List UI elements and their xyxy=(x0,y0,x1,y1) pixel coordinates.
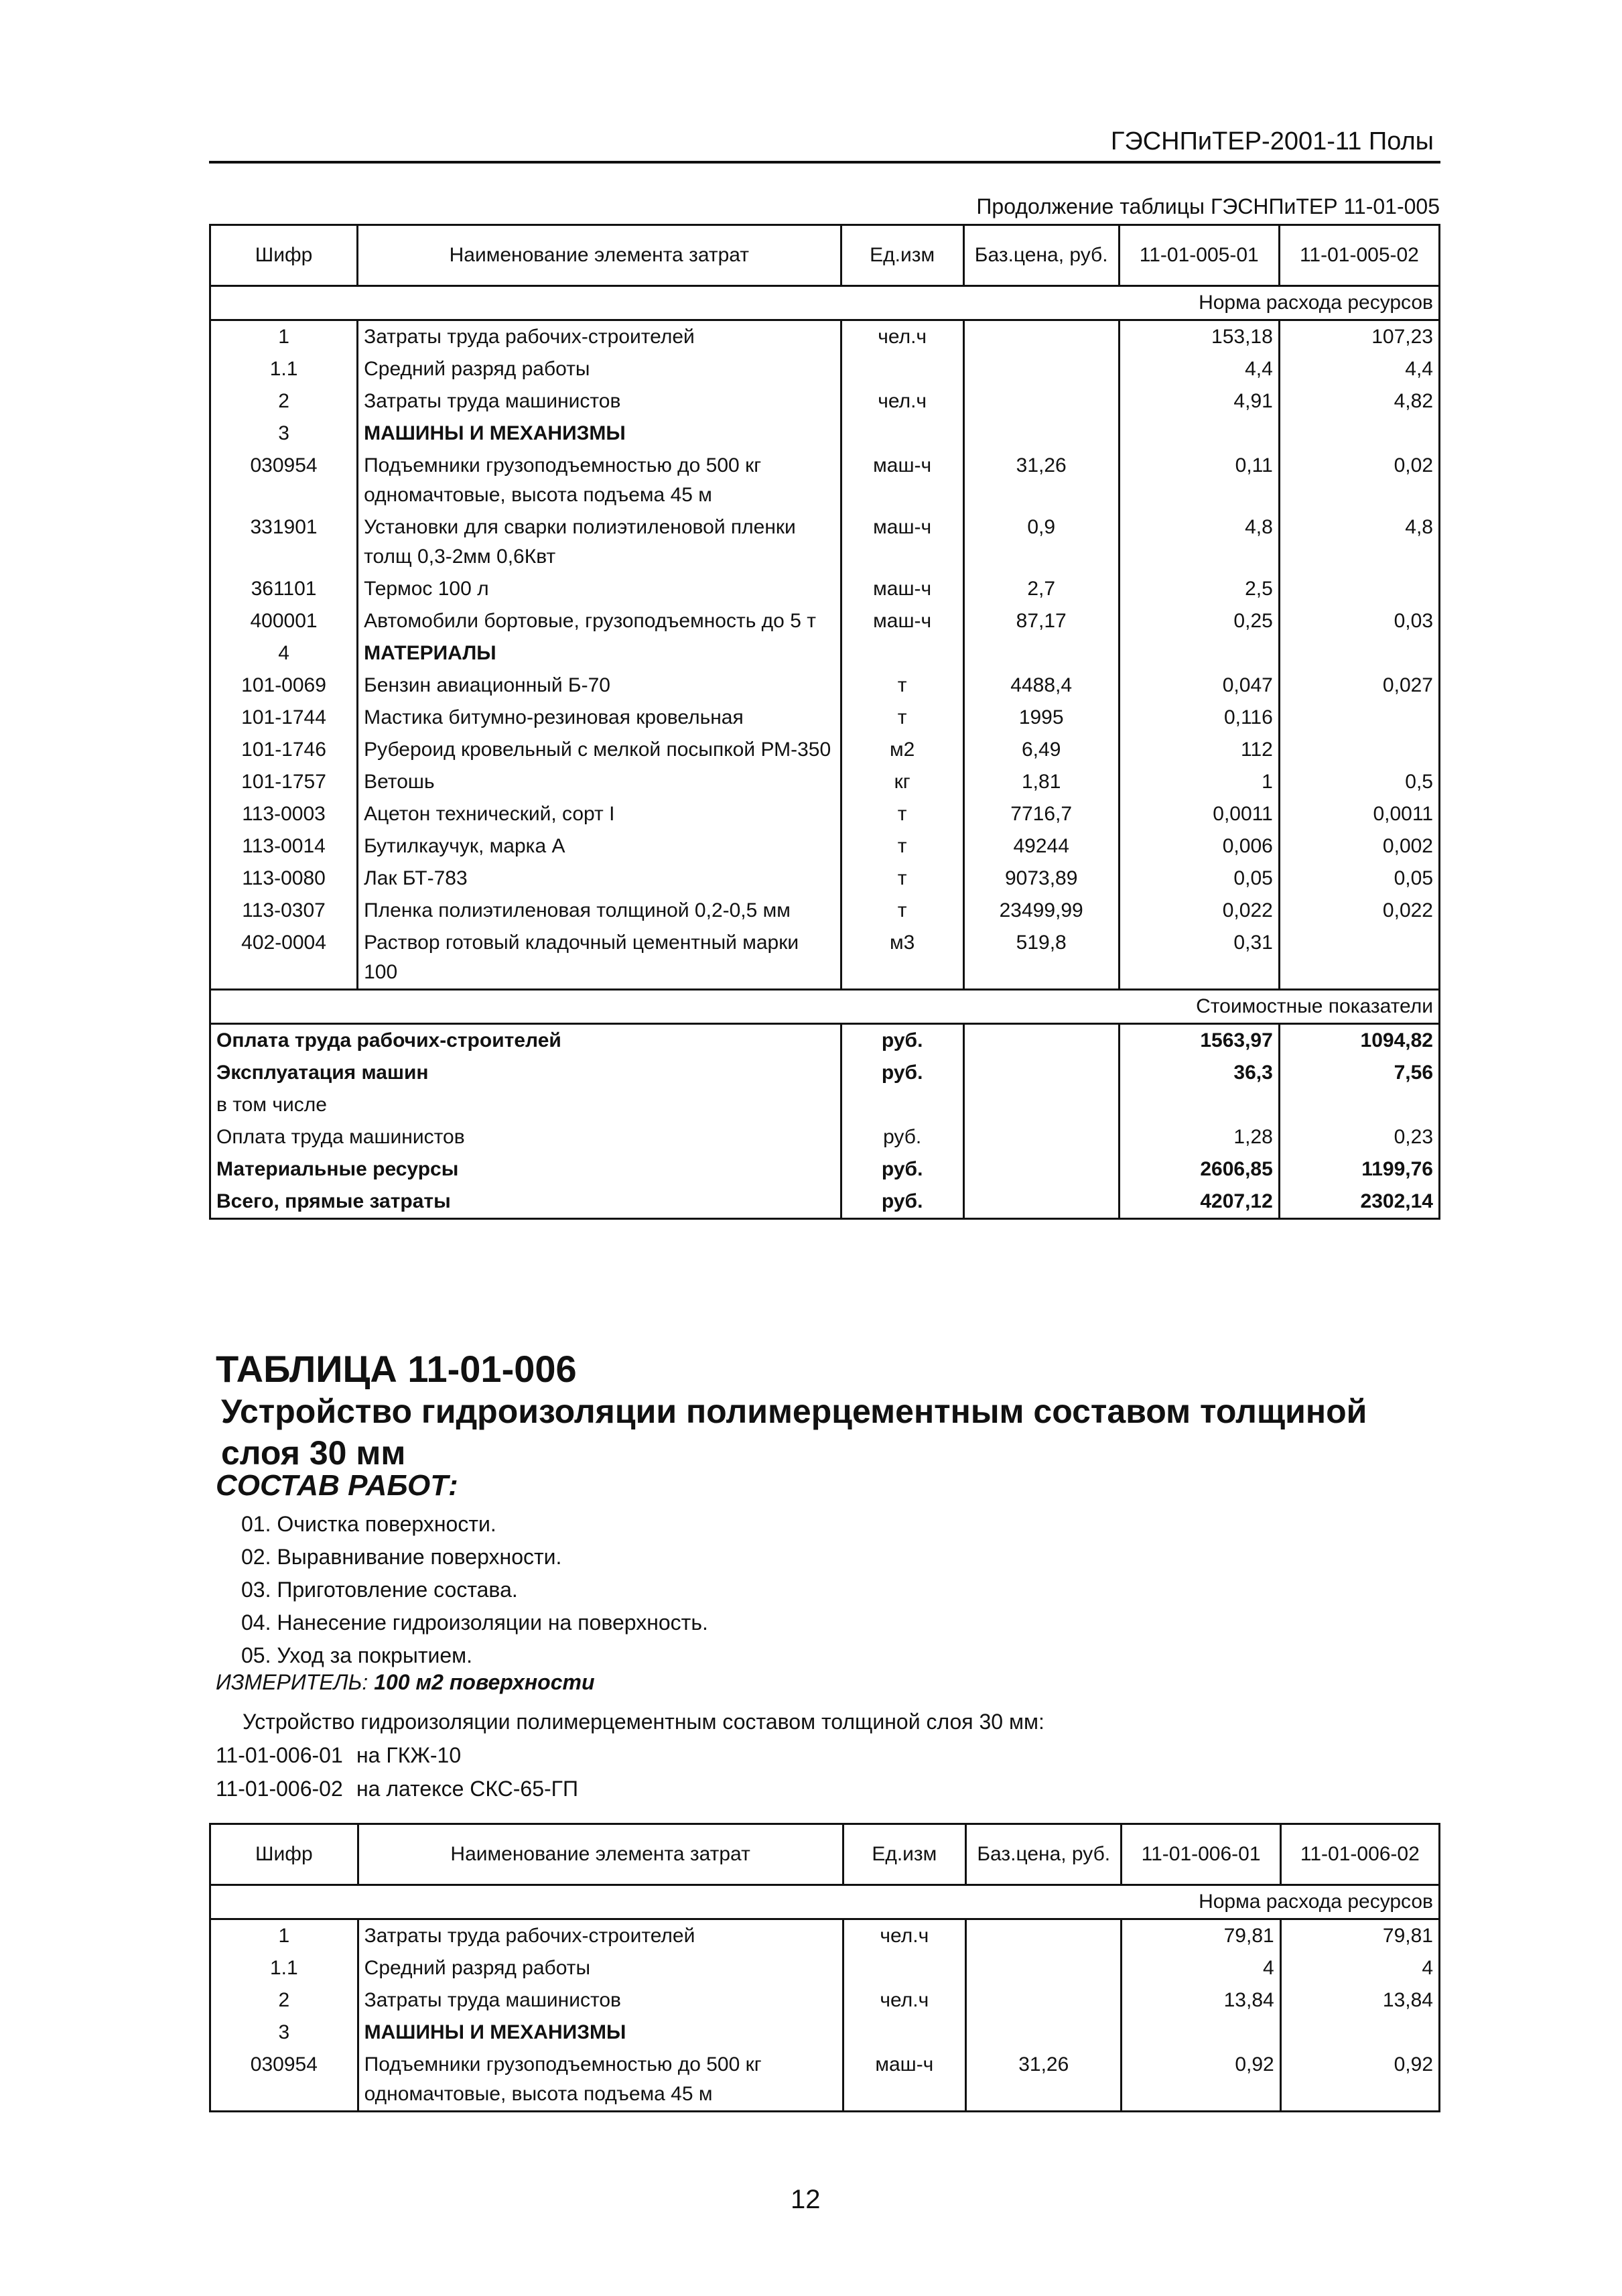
table-row xyxy=(210,418,1440,450)
price-cell: 0,9 xyxy=(963,511,1119,573)
table-row xyxy=(210,830,1440,863)
cost-row xyxy=(210,1024,1440,1058)
work-item: 03. Приготовление состава. xyxy=(241,1578,518,1602)
code-cell: 2 xyxy=(210,385,358,418)
code-cell: 030954 xyxy=(210,2049,358,2112)
running-header: ГЭСНПиТЕР-2001-11 Полы xyxy=(1110,127,1434,155)
price-cell: 87,17 xyxy=(963,605,1119,637)
cost-unit: руб. xyxy=(841,1186,963,1219)
cost-name: Всего, прямые затраты xyxy=(210,1186,841,1219)
variants-intro: Устройство гидроизоляции полимерцементным составом толщиной слоя 30 мм: xyxy=(243,1710,1044,1734)
value-cell: 0,0011 xyxy=(1119,798,1279,830)
cost-price xyxy=(963,1057,1119,1089)
price-cell: 9073,89 xyxy=(963,863,1119,895)
price-cell: 4488,4 xyxy=(963,669,1119,702)
cost-name: в том числе xyxy=(210,1089,841,1121)
variant-item xyxy=(216,1738,1044,1772)
unit-cell xyxy=(841,418,963,450)
value-cell: 0,02 xyxy=(1279,450,1439,511)
unit-cell: маш-ч xyxy=(843,2049,965,2112)
code-cell: 113-0080 xyxy=(210,863,358,895)
name-cell: Подъемники грузоподъемностью до 500 кг одномачтовые, высота подъема 45 м xyxy=(358,2049,843,2112)
header-rule xyxy=(209,161,1440,164)
price-cell xyxy=(963,353,1119,385)
code-cell: 3 xyxy=(210,418,358,450)
table-row xyxy=(210,573,1440,605)
unit-cell: маш-ч xyxy=(841,511,963,573)
name-cell: Ветошь xyxy=(358,766,841,798)
column-header: 11-01-005-02 xyxy=(1279,225,1439,286)
cost-unit: руб. xyxy=(841,1121,963,1153)
cost-name: Материальные ресурсы xyxy=(210,1153,841,1186)
table-row xyxy=(210,798,1440,830)
value-cell xyxy=(1119,637,1279,669)
name-cell: Лак БТ-783 xyxy=(358,863,841,895)
name-cell: Мастика битумно-резиновая кровельная xyxy=(358,702,841,734)
value-cell: 4,8 xyxy=(1279,511,1439,573)
table-row xyxy=(210,605,1440,637)
unit-cell: т xyxy=(841,669,963,702)
measure-value: 100 м2 поверхности xyxy=(374,1670,595,1694)
name-cell: МАШИНЫ И МЕХАНИЗМЫ xyxy=(358,2017,843,2049)
cost-value xyxy=(1279,1089,1439,1121)
value-cell: 0,5 xyxy=(1279,766,1439,798)
value-cell: 153,18 xyxy=(1119,320,1279,354)
value-cell xyxy=(1122,2017,1280,2049)
code-cell: 3 xyxy=(210,2017,358,2049)
column-header: Шифр xyxy=(210,225,358,286)
code-cell: 1 xyxy=(210,1919,358,1953)
price-cell xyxy=(963,637,1119,669)
value-cell: 13,84 xyxy=(1122,1984,1280,2017)
name-cell: Бутилкаучук, марка А xyxy=(358,830,841,863)
resource-table-005 xyxy=(209,224,1440,1220)
value-cell xyxy=(1279,573,1439,605)
table-row xyxy=(210,702,1440,734)
code-cell: 113-0014 xyxy=(210,830,358,863)
work-item: 04. Нанесение гидроизоляции на поверхность. xyxy=(241,1610,708,1635)
measure-line xyxy=(216,1670,594,1695)
value-cell: 4,82 xyxy=(1279,385,1439,418)
table-row xyxy=(210,2049,1440,2112)
name-cell: Термос 100 л xyxy=(358,573,841,605)
cost-name: Оплата труда машинистов xyxy=(210,1121,841,1153)
name-cell: Затраты труда машинистов xyxy=(358,1984,843,2017)
code-cell: 2 xyxy=(210,1984,358,2017)
name-cell: Затраты труда машинистов xyxy=(358,385,841,418)
name-cell: Рубероид кровельный с мелкой посыпкой РМ-350 xyxy=(358,734,841,766)
cost-unit xyxy=(841,1089,963,1121)
unit-cell: т xyxy=(841,830,963,863)
price-cell xyxy=(966,1984,1122,2017)
code-cell: 1 xyxy=(210,320,358,354)
unit-cell xyxy=(841,353,963,385)
column-header: Баз.цена, руб. xyxy=(963,225,1119,286)
cost-unit: руб. xyxy=(841,1057,963,1089)
code-cell: 4 xyxy=(210,637,358,669)
column-header: Наименование элемента затрат xyxy=(358,225,841,286)
table-row xyxy=(210,637,1440,669)
column-header: Шифр xyxy=(210,1824,358,1885)
value-cell xyxy=(1279,734,1439,766)
cost-row xyxy=(210,1153,1440,1186)
unit-cell: м2 xyxy=(841,734,963,766)
measure-label: ИЗМЕРИТЕЛЬ: xyxy=(216,1670,368,1694)
unit-cell: м3 xyxy=(841,927,963,990)
norm-label: Норма расхода ресурсов xyxy=(210,1885,1440,1919)
unit-cell: т xyxy=(841,895,963,927)
cost-value: 7,56 xyxy=(1279,1057,1439,1089)
variant-code: 11-01-006-02 xyxy=(216,1777,343,1801)
cost-value: 4207,12 xyxy=(1119,1186,1279,1219)
column-header: Наименование элемента затрат xyxy=(358,1824,843,1885)
table-row xyxy=(210,927,1440,990)
value-cell xyxy=(1119,418,1279,450)
table-row xyxy=(210,2017,1440,2049)
variant-name: на латексе СКС-65-ГП xyxy=(356,1777,578,1801)
value-cell: 0,116 xyxy=(1119,702,1279,734)
value-cell: 0,05 xyxy=(1279,863,1439,895)
variant-item xyxy=(216,1772,1044,1805)
unit-cell: т xyxy=(841,863,963,895)
value-cell: 4 xyxy=(1280,1952,1439,1984)
value-cell xyxy=(1279,418,1439,450)
work-item: 02. Выравнивание поверхности. xyxy=(241,1545,562,1569)
cost-price xyxy=(963,1153,1119,1186)
table-row xyxy=(210,766,1440,798)
table-row xyxy=(210,895,1440,927)
value-cell: 2,5 xyxy=(1119,573,1279,605)
price-cell xyxy=(963,320,1119,354)
value-cell: 4,4 xyxy=(1279,353,1439,385)
code-cell: 1.1 xyxy=(210,353,358,385)
price-cell: 31,26 xyxy=(966,2049,1122,2112)
code-cell: 331901 xyxy=(210,511,358,573)
unit-cell: чел.ч xyxy=(841,385,963,418)
cost-row xyxy=(210,1057,1440,1089)
value-cell: 0,0011 xyxy=(1279,798,1439,830)
variant-code: 11-01-006-01 xyxy=(216,1743,343,1767)
name-cell: МАТЕРИАЛЫ xyxy=(358,637,841,669)
unit-cell: чел.ч xyxy=(841,320,963,354)
value-cell: 0,03 xyxy=(1279,605,1439,637)
price-cell: 6,49 xyxy=(963,734,1119,766)
value-cell: 13,84 xyxy=(1280,1984,1439,2017)
unit-cell xyxy=(843,2017,965,2049)
name-cell: МАШИНЫ И МЕХАНИЗМЫ xyxy=(358,418,841,450)
value-cell: 0,92 xyxy=(1280,2049,1439,2112)
cost-value: 2302,14 xyxy=(1279,1186,1439,1219)
cost-name: Оплата труда рабочих-строителей xyxy=(210,1024,841,1058)
code-cell: 101-1744 xyxy=(210,702,358,734)
cost-value xyxy=(1119,1089,1279,1121)
cost-value: 1199,76 xyxy=(1279,1153,1439,1186)
cost-value: 1563,97 xyxy=(1119,1024,1279,1058)
price-cell: 1995 xyxy=(963,702,1119,734)
value-cell: 0,25 xyxy=(1119,605,1279,637)
price-cell: 7716,7 xyxy=(963,798,1119,830)
value-cell xyxy=(1280,2017,1439,2049)
table-row xyxy=(210,353,1440,385)
code-cell: 030954 xyxy=(210,450,358,511)
name-cell: Подъемники грузоподъемностью до 500 кг одномачтовые, высота подъема 45 м xyxy=(358,450,841,511)
table-row xyxy=(210,385,1440,418)
value-cell: 107,23 xyxy=(1279,320,1439,354)
code-cell: 101-1757 xyxy=(210,766,358,798)
value-cell: 0,027 xyxy=(1279,669,1439,702)
price-cell xyxy=(966,1919,1122,1953)
cost-row xyxy=(210,1121,1440,1153)
value-cell: 4,91 xyxy=(1119,385,1279,418)
value-cell: 112 xyxy=(1119,734,1279,766)
work-item: 05. Уход за покрытием. xyxy=(241,1643,473,1667)
unit-cell: маш-ч xyxy=(841,605,963,637)
price-cell: 1,81 xyxy=(963,766,1119,798)
value-cell: 4,8 xyxy=(1119,511,1279,573)
cost-price xyxy=(963,1024,1119,1058)
cost-row xyxy=(210,1186,1440,1219)
price-cell: 23499,99 xyxy=(963,895,1119,927)
table-row xyxy=(210,320,1440,354)
header-row xyxy=(210,1824,1440,1885)
continuation-note: Продолжение таблицы ГЭСНПиТЕР 11-01-005 xyxy=(976,194,1440,218)
code-cell: 101-1746 xyxy=(210,734,358,766)
price-cell: 519,8 xyxy=(963,927,1119,990)
variants-block xyxy=(216,1705,1044,1805)
value-cell xyxy=(1279,927,1439,990)
cost-row xyxy=(210,1089,1440,1121)
norm-label: Норма расхода ресурсов xyxy=(210,286,1440,320)
cost-label: Стоимостные показатели xyxy=(210,990,1440,1024)
cost-value: 2606,85 xyxy=(1119,1153,1279,1186)
table-row xyxy=(210,511,1440,573)
page-number: 12 xyxy=(791,2185,821,2214)
code-cell: 113-0003 xyxy=(210,798,358,830)
code-cell: 101-0069 xyxy=(210,669,358,702)
cost-unit: руб. xyxy=(841,1024,963,1058)
column-header: Ед.изм xyxy=(841,225,963,286)
value-cell: 79,81 xyxy=(1280,1919,1439,1953)
cost-unit: руб. xyxy=(841,1153,963,1186)
value-cell: 0,31 xyxy=(1119,927,1279,990)
unit-cell: маш-ч xyxy=(841,573,963,605)
table-row xyxy=(210,1952,1440,1984)
column-header: Ед.изм xyxy=(843,1824,965,1885)
price-cell: 2,7 xyxy=(963,573,1119,605)
name-cell: Затраты труда рабочих-строителей xyxy=(358,1919,843,1953)
code-cell: 361101 xyxy=(210,573,358,605)
price-cell xyxy=(966,2017,1122,2049)
name-cell: Автомобили бортовые, грузоподъемность до 5 т xyxy=(358,605,841,637)
value-cell: 0,022 xyxy=(1119,895,1279,927)
cost-name: Эксплуатация машин xyxy=(210,1057,841,1089)
column-header: 11-01-006-02 xyxy=(1280,1824,1439,1885)
unit-cell xyxy=(841,637,963,669)
name-cell: Установки для сварки полиэтиленовой пленки толщ 0,3-2мм 0,6Квт xyxy=(358,511,841,573)
value-cell: 0,006 xyxy=(1119,830,1279,863)
value-cell: 0,002 xyxy=(1279,830,1439,863)
header-row xyxy=(210,225,1440,286)
name-cell: Затраты труда рабочих-строителей xyxy=(358,320,841,354)
code-cell: 113-0307 xyxy=(210,895,358,927)
value-cell xyxy=(1279,637,1439,669)
name-cell: Средний разряд работы xyxy=(358,1952,843,1984)
unit-cell: т xyxy=(841,702,963,734)
cost-value: 36,3 xyxy=(1119,1057,1279,1089)
cost-value: 1094,82 xyxy=(1279,1024,1439,1058)
value-cell: 0,047 xyxy=(1119,669,1279,702)
work-item: 01. Очистка поверхности. xyxy=(241,1512,496,1536)
name-cell: Пленка полиэтиленовая толщиной 0,2-0,5 мм xyxy=(358,895,841,927)
value-cell: 0,022 xyxy=(1279,895,1439,927)
value-cell: 4,4 xyxy=(1119,353,1279,385)
works-title: СОСТАВ РАБОТ: xyxy=(216,1469,458,1502)
table-row xyxy=(210,734,1440,766)
code-cell: 400001 xyxy=(210,605,358,637)
unit-cell: чел.ч xyxy=(843,1919,965,1953)
table-title: ТАБЛИЦА 11-01-006 xyxy=(216,1348,577,1390)
value-cell: 0,05 xyxy=(1119,863,1279,895)
name-cell: Ацетон технический, сорт I xyxy=(358,798,841,830)
table-description: Устройство гидроизоляции полимерцементным составом толщиной слоя 30 мм xyxy=(221,1393,1367,1472)
value-cell: 4 xyxy=(1122,1952,1280,1984)
cost-price xyxy=(963,1121,1119,1153)
price-cell xyxy=(966,1952,1122,1984)
price-cell xyxy=(963,385,1119,418)
table-row xyxy=(210,1984,1440,2017)
name-cell: Средний разряд работы xyxy=(358,353,841,385)
unit-cell: маш-ч xyxy=(841,450,963,511)
unit-cell xyxy=(843,1952,965,1984)
column-header: 11-01-006-01 xyxy=(1122,1824,1280,1885)
price-cell xyxy=(963,418,1119,450)
code-cell: 402-0004 xyxy=(210,927,358,990)
value-cell: 1 xyxy=(1119,766,1279,798)
works-list xyxy=(241,1508,708,1672)
value-cell xyxy=(1279,702,1439,734)
resource-table-006 xyxy=(209,1823,1440,2112)
cost-value: 1,28 xyxy=(1119,1121,1279,1153)
value-cell: 0,11 xyxy=(1119,450,1279,511)
price-cell: 49244 xyxy=(963,830,1119,863)
value-cell: 0,92 xyxy=(1122,2049,1280,2112)
table-row xyxy=(210,669,1440,702)
unit-cell: т xyxy=(841,798,963,830)
code-cell: 1.1 xyxy=(210,1952,358,1984)
unit-cell: чел.ч xyxy=(843,1984,965,2017)
table-row xyxy=(210,1919,1440,1953)
table-row xyxy=(210,450,1440,511)
column-header: 11-01-005-01 xyxy=(1119,225,1279,286)
cost-value: 0,23 xyxy=(1279,1121,1439,1153)
cost-price xyxy=(963,1089,1119,1121)
name-cell: Бензин авиационный Б-70 xyxy=(358,669,841,702)
cost-price xyxy=(963,1186,1119,1219)
price-cell: 31,26 xyxy=(963,450,1119,511)
variant-name: на ГКЖ-10 xyxy=(356,1743,462,1767)
name-cell: Раствор готовый кладочный цементный марки 100 xyxy=(358,927,841,990)
value-cell: 79,81 xyxy=(1122,1919,1280,1953)
column-header: Баз.цена, руб. xyxy=(966,1824,1122,1885)
unit-cell: кг xyxy=(841,766,963,798)
table-row xyxy=(210,863,1440,895)
